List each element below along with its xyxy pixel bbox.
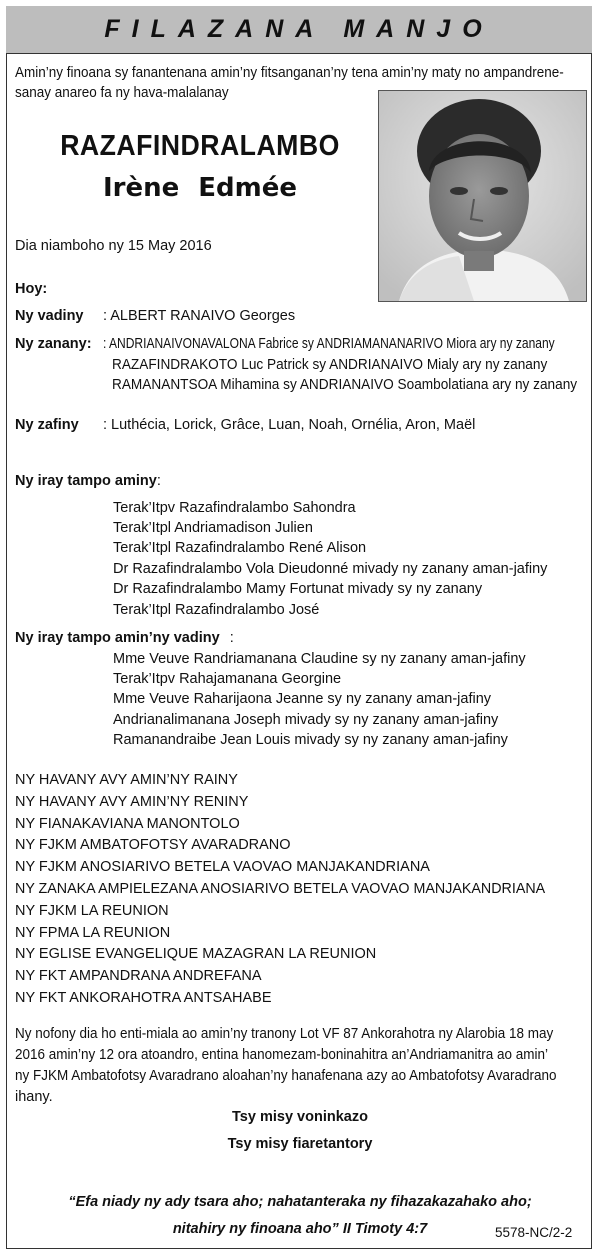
hoy-label: Hoy: bbox=[15, 281, 48, 297]
family-line: NY FKT ANKORAHOTRA ANTSAHABE bbox=[15, 990, 272, 1006]
deceased-given-names: Irène Edmée bbox=[102, 173, 298, 203]
banner-title: FILAZANA MANJO bbox=[104, 15, 494, 43]
intro-line-2: sanay anareo fa ny hava-malalanay bbox=[15, 85, 229, 101]
intro-line-1: Amin’ny finoana sy fanantenana amin’ny fitsanganan’ny tena amin’ny maty no ampandrene- bbox=[15, 65, 564, 81]
siblings-heading bbox=[15, 472, 161, 491]
spouse-sibling-item: Mme Veuve Raharijaona Jeanne sy ny zanany aman-jafiny bbox=[113, 691, 492, 707]
reference-code: 5578-NC/2-2 bbox=[495, 1225, 573, 1240]
spouse-sibling-item: Mme Veuve Randriamanana Claudine sy ny zanany aman-jafiny bbox=[113, 651, 526, 667]
deceased-surname: RAZAFINDRALAMBO bbox=[60, 130, 340, 162]
spouse-sibling-item: Terak’Itpv Rahajamanana Georgine bbox=[113, 671, 342, 687]
children-line-3: RAMANANTSOA Mihamina sy ANDRIANAIVO Soambolatiana ary ny zanany bbox=[112, 377, 578, 393]
family-line: NY HAVANY AVY AMIN’NY RAINY bbox=[15, 772, 238, 788]
quote-line-1: “Efa niady ny ady tsara aho; nahatanteraka ny fihazakazahako aho; bbox=[68, 1194, 532, 1210]
sibling-item: Terak’Itpl Razafindralambo José bbox=[113, 602, 320, 618]
death-date-line: Dia niamboho ny 15 May 2016 bbox=[15, 238, 212, 254]
siblings-label: Ny iray tampo aminy bbox=[15, 473, 157, 489]
family-line: NY FIANAKAVIANA MANONTOLO bbox=[15, 816, 240, 832]
portrait-photo bbox=[378, 90, 587, 302]
family-line: NY FJKM LA REUNION bbox=[15, 903, 169, 919]
family-line: NY FJKM ANOSIARIVO BETELA VAOVAO MANJAKANDRIANA bbox=[15, 859, 430, 875]
spouse-value: : ALBERT RANAIVO Georges bbox=[103, 308, 296, 324]
sibling-item: Terak’Itpl Razafindralambo René Alison bbox=[113, 540, 367, 556]
sibling-item: Dr Razafindralambo Mamy Fortunat mivady sy ny zanany bbox=[113, 581, 483, 597]
sibling-item: Terak’Itpv Razafindralambo Sahondra bbox=[113, 500, 356, 516]
spouse-sibling-item: Ramanandraibe Jean Louis mivady sy ny zanany aman-jafiny bbox=[113, 732, 508, 748]
no-speeches-line: Tsy misy fiaretantory bbox=[227, 1136, 373, 1152]
funeral-line-4: ihany. bbox=[15, 1089, 53, 1105]
quote-line-2: nitahiry ny finoana aho” II Timoty 4:7 bbox=[172, 1221, 428, 1237]
funeral-line-1: Ny nofony dia ho enti-miala ao amin’ny tranony Lot VF 87 Ankorahotra ny Alarobia 18 may bbox=[15, 1026, 554, 1042]
family-line: NY FJKM AMBATOFOTSY AVARADRANO bbox=[15, 837, 291, 853]
grandchildren-value: : Luthécia, Lorick, Grâce, Luan, Noah, Ornélia, Aron, Maël bbox=[103, 417, 476, 433]
no-flowers-line: Tsy misy voninkazo bbox=[232, 1109, 368, 1125]
sibling-item: Dr Razafindralambo Vola Dieudonné mivady ny zanany aman-jafiny bbox=[113, 561, 548, 577]
siblings-colon: : bbox=[156, 473, 161, 489]
spouse-siblings-heading bbox=[15, 629, 234, 648]
children-line-2: RAZAFINDRAKOTO Luc Patrick sy ANDRIANAIVO Mialy ary ny zanany bbox=[112, 357, 548, 373]
funeral-line-2: 2016 amin’ny 12 ora atoandro, entina hanomezam-boninahitra an’Andriamanitra ao amin’ bbox=[15, 1047, 548, 1063]
portrait-image bbox=[379, 91, 586, 301]
spouse-siblings-colon: : bbox=[229, 630, 234, 646]
notice-banner bbox=[6, 6, 592, 54]
children-label: Ny zanany: bbox=[15, 336, 92, 352]
family-line: NY HAVANY AVY AMIN’NY RENINY bbox=[15, 794, 249, 810]
spouse-siblings-label: Ny iray tampo amin’ny vadiny bbox=[15, 630, 220, 646]
family-line: NY FPMA LA REUNION bbox=[15, 925, 171, 941]
family-line: NY EGLISE EVANGELIQUE MAZAGRAN LA REUNION bbox=[15, 946, 377, 962]
children-line-1: : ANDRIANAIVONAVALONA Fabrice sy ANDRIAMANANARIVO Miora ary ny zanany bbox=[103, 336, 555, 352]
grandchildren-label: Ny zafiny bbox=[15, 417, 79, 433]
funeral-line-3: ny FJKM Ambatofotsy Avaradrano aloahan’ny hanafenana azy ao Ambatofotsy Avaradrano bbox=[15, 1068, 557, 1084]
spouse-sibling-item: Andrianalimanana Joseph mivady sy ny zanany aman-jafiny bbox=[113, 712, 499, 728]
sibling-item: Terak’Itpl Andriamadison Julien bbox=[113, 520, 313, 536]
family-line: NY FKT AMPANDRANA ANDREFANA bbox=[15, 968, 262, 984]
spouse-label: Ny vadiny bbox=[15, 308, 84, 324]
family-line: NY ZANAKA AMPIELEZANA ANOSIARIVO BETELA VAOVAO MANJAKANDRIANA bbox=[15, 881, 546, 897]
